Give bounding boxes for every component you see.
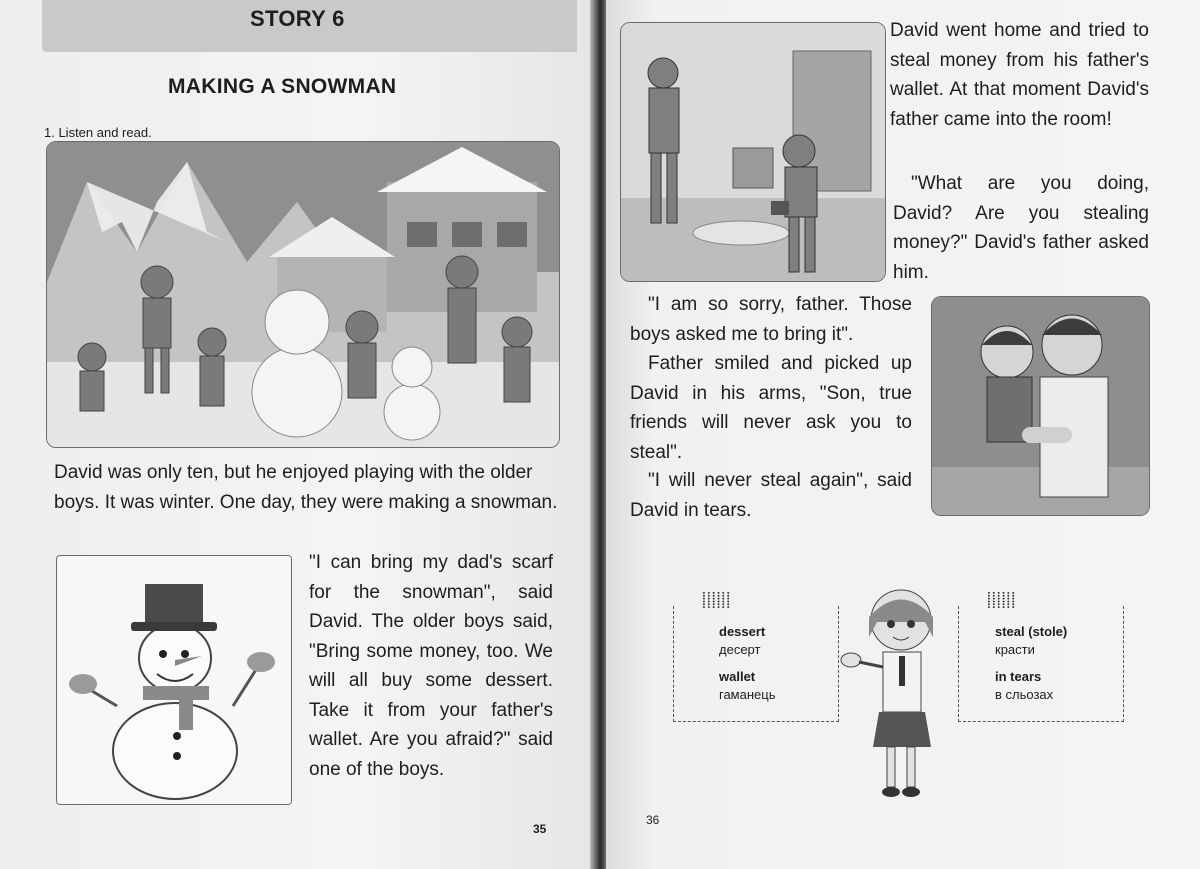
instruction-text: 1. Listen and read.: [44, 125, 152, 140]
vocab-word: steal (stole): [995, 624, 1068, 639]
girl-illustration: [839, 582, 954, 804]
story-banner: [42, 0, 577, 52]
page-number-right: 36: [646, 813, 660, 827]
vocabulary-card-right: [958, 592, 1124, 722]
david-with-wallet-illustration: [620, 22, 886, 282]
story-paragraph-5: "I am so sorry, father. Those boys asked me to bring it".: [630, 294, 912, 345]
story-paragraph-7: "I will never steal again", said David in tears.: [630, 470, 912, 521]
story-paragraph-2: "I can bring my dad's scarf for the snowman", said David. The older boys said, "Bring some money, too. We will all buy some dessert. Take it from your father's wallet. Are you afraid?" said one of the boys.: [309, 552, 553, 780]
spiral-binding-icon: ⸽⸽⸽⸽⸽⸽: [702, 592, 732, 609]
story-paragraph-3: David went home and tried to steal money from his father's wallet. At that moment David's father came into the room!: [890, 20, 1149, 130]
story-title: MAKING A SNOWMAN: [168, 75, 397, 98]
story-paragraph-6: Father smiled and picked up David in his arms, "Son, true friends will never ask you to steal".: [630, 353, 912, 463]
right-page: [606, 0, 1200, 869]
winter-scene-illustration: [46, 141, 560, 448]
father-hugging-david-illustration: [931, 296, 1150, 516]
vocab-word: in tears: [995, 669, 1042, 684]
vocab-translation: в сльозах: [995, 687, 1054, 702]
left-page: [0, 0, 596, 869]
vocabulary-card-left: [673, 592, 839, 722]
vocab-translation: десерт: [719, 642, 761, 657]
vocab-translation: красти: [995, 642, 1035, 657]
spiral-binding-icon: ⸽⸽⸽⸽⸽⸽: [987, 592, 1017, 609]
story-label: STORY 6: [250, 6, 345, 31]
snowman-illustration: [56, 555, 292, 805]
vocab-translation: гаманець: [719, 687, 776, 702]
vocab-word: dessert: [719, 624, 766, 639]
page-number-left: 35: [533, 822, 547, 836]
story-paragraph-1: David was only ten, but he enjoyed playing with the older boys. It was winter. One day, they were making a snowman.: [54, 462, 558, 513]
story-paragraph-4: "What are you doing, David? Are you stealing money?" David's father asked him.: [893, 173, 1149, 283]
vocab-word: wallet: [719, 669, 756, 684]
